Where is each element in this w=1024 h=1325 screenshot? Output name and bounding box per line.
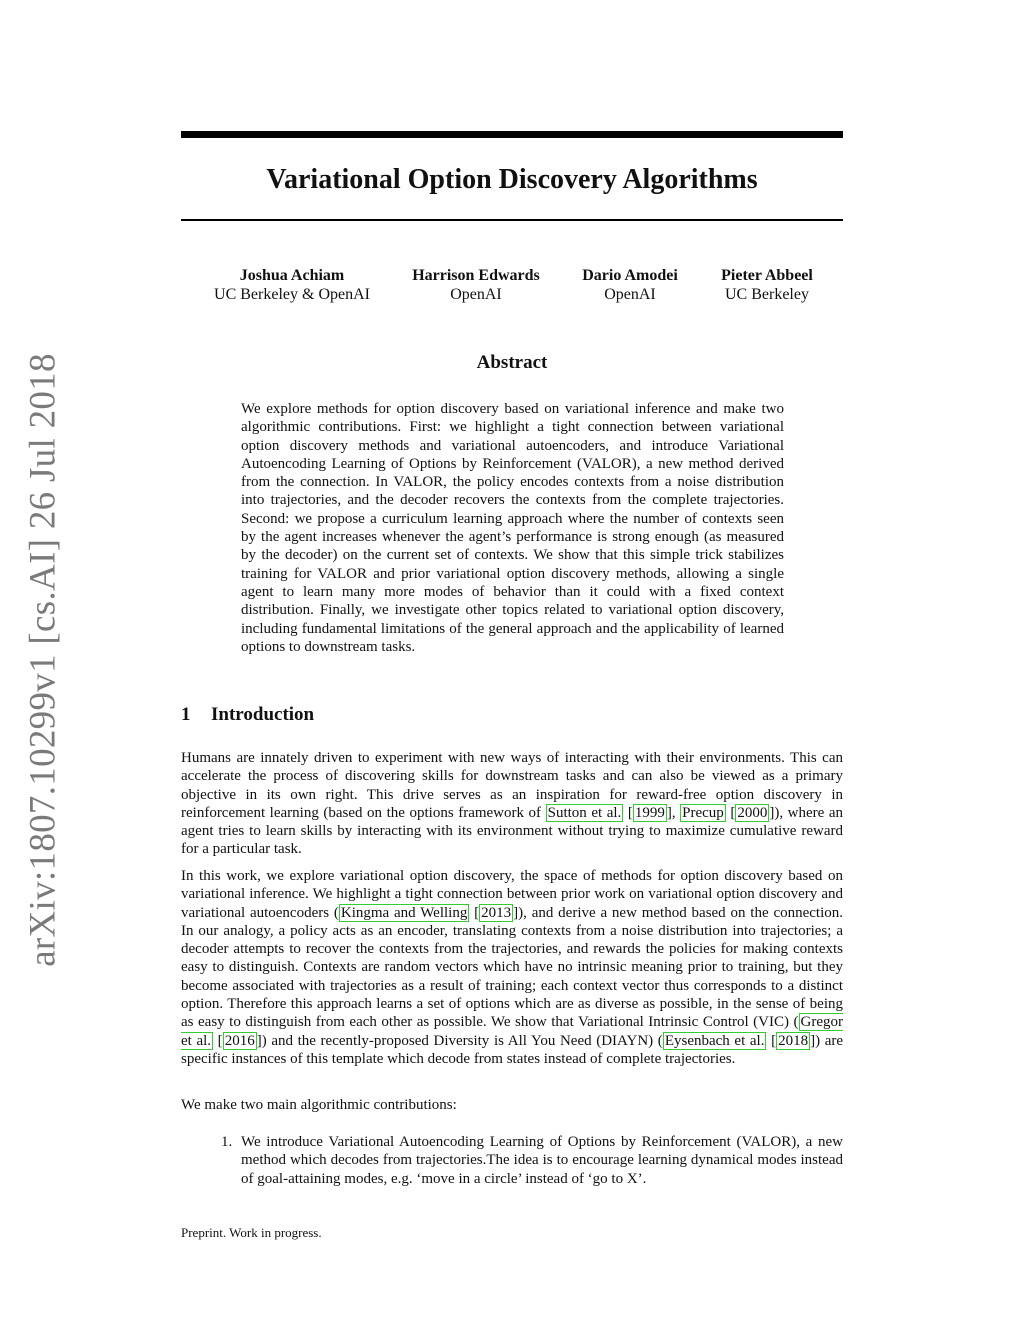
citation-link[interactable]: Sutton et al. [547, 804, 622, 821]
abstract-heading: Abstract [476, 352, 548, 373]
contributions-list [181, 1133, 843, 1188]
intro-paragraph: In this work, we explore variational option discovery, the space of methods for option discovery based on variational inference. We highlight a tight connection between prior work on variational option discovery and variational autoencoders ( Kingma and Welling [ 2013 ]), and derive a new method based on the connection. In our analogy, a policy acts as an encoder, translating contexts from a noise distribution into trajectories; a decoder attempts to recover the contexts from the trajectories, and rewards the policies for making contexts easy to distinguish. Contexts are random vectors which have no intrinsic meaning prior to training, but they become associated with trajectories as a result of training; each context vector thus corresponds to a distinct option. Therefore this approach learns a set of options which are as diverse as possible, in the sense of being as easy to distinguish from each other as possible. We show that Variational Intrinsic Control (VIC) ( Gregor et al. [ 2016 ]) and the recently-proposed Diversity is All You Need (DIAYN) ( Eysenbach et al. [ 2018 ]) are specific instances of this template which decode from states instead of complete trajectories. [181, 868, 844, 1067]
title-rule-bottom [181, 219, 843, 221]
citation-year-link[interactable]: 2016 [224, 1032, 255, 1049]
author-affiliation: OpenAI [450, 286, 502, 303]
paper-title: Variational Option Discovery Algorithms [266, 164, 758, 195]
paragraph-text: In this work, we explore variational option discovery, the space of methods for option discovery based on variational inference. We highlight a tight connection between prior work on variational option discovery and variational autoencoders ( [181, 868, 843, 921]
citation-link[interactable]: Eysenbach et al. [664, 1032, 765, 1049]
list-item [181, 1133, 843, 1188]
citation-year-link[interactable]: 2018 [778, 1032, 809, 1049]
section-number: 1 [181, 704, 191, 725]
intro-paragraph: Humans are innately driven to experiment with new ways of interacting with their environments. This can accelerate the process of discovering skills for downstream tasks and can also be viewed as a primary objective in its own right. This drive serves as an inspiration for reward-free option discovery in reinforcement learning (based on the options framework of Sutton et al. [ 1999 ], Precup [ 2000 ]), where an agent tries to learn skills by interacting with its environment without trying to maximize cumulative reward for a particular task. [181, 750, 843, 858]
paragraph-text: ), and derive a new method based on the connection. In our analogy, a policy acts as an encoder, translating contexts from a noise distribution into trajectories; a decoder attempts to recover the contexts from the trajectories, and rewards the policies for making contexts easy to distinguish. Contexts are random vectors which have no intrinsic meaning prior to training, but they become associated with trajectories as a result of training; each context vector thus corresponds to a distinct option. Therefore this approach learns a set of options which are as diverse as possible, in the sense of being as easy to distinguish from each other as possible. We show that Variational Intrinsic Control (VIC) ( [181, 904, 843, 1031]
citation-link[interactable]: Precup [682, 804, 724, 821]
citation-link[interactable]: Gregor et al. [181, 1014, 843, 1049]
list-item-text: We introduce Variational Autoencoding Learning of Options by Reinforcement (VALOR), a new method which decodes from trajectories.The idea is to encourage learning dynamical modes instead of goal-attaining modes, e.g. ‘move in a circle’ instead of ‘go to X’. [241, 1134, 843, 1187]
author-name: Harrison Edwards [412, 267, 540, 284]
author-block [396, 266, 556, 304]
citation-year-link[interactable]: 2000 [737, 804, 768, 821]
author-block [192, 266, 392, 304]
author-block [707, 266, 827, 304]
paragraph-text: ) and the recently-proposed Diversity is All You Need (DIAYN) ( [261, 1032, 663, 1049]
section-title: Introduction [211, 704, 315, 725]
footer-note: Preprint. Work in progress. [181, 1225, 322, 1240]
paragraph-text: Humans are innately driven to experiment with new ways of interacting with their environments. This can accelerate the process of discovering skills for downstream tasks and can also be viewed as a primary objective in its own right. This drive serves as an inspiration for reward-free option discovery in reinforcement learning (based on the options framework of [181, 750, 843, 821]
arxiv-side-stamp: arXiv:1807.10299v1 [cs.AI] 26 Jul 2018 [22, 353, 64, 967]
list-item-number: 1. [221, 1134, 233, 1150]
author-block [565, 266, 695, 304]
title-rule-top [181, 131, 843, 138]
paragraph-text: ), where an agent tries to learn skills by interacting with its environment without trying to maximize cumulative reward for a particular task. [181, 804, 843, 858]
intro-paragraph: We make two main algorithmic contributions: [181, 1097, 457, 1113]
author-affiliation: UC Berkeley [725, 286, 809, 303]
author-name: Joshua Achiam [239, 267, 345, 284]
author-affiliation: OpenAI [604, 286, 656, 303]
author-name: Dario Amodei [582, 267, 678, 284]
citation-year-link[interactable]: 1999 [634, 804, 665, 821]
section-heading-introduction [181, 703, 314, 727]
author-name: Pieter Abbeel [721, 267, 813, 284]
abstract-body: We explore methods for option discovery based on variational inference and make two algorithmic contributions. First: we highlight a tight connection between variational option discovery methods and variational autoencoders, and introduce Variational Autoencoding Learning of Options by Reinforcement (VALOR), a new method derived from the connection. In VALOR, the policy encodes contexts from a noise distribution into trajectories, and the decoder recovers the contexts from the complete trajectories. Second: we propose a curriculum learning approach where the number of contexts seen by the agent increases whenever the agent’s performance is strong enough (as measured by the decoder) on the current set of contexts. We show that this simple trick stabilizes training for VALOR and prior variational option discovery methods, allowing a single agent to learn many more modes of behavior than it could with a fixed context distribution. Finally, we investigate other topics related to variational option discovery, including fundamental limitations of the general approach and the applicability of learned options to downstream tasks. [241, 401, 784, 655]
citation-link[interactable]: Kingma and Welling [340, 904, 468, 921]
citation-year-link[interactable]: 2013 [481, 904, 512, 921]
author-affiliation: UC Berkeley & OpenAI [214, 286, 370, 303]
paragraph-text: ) are specific instances of this template which decode from states instead of complete trajectories. [181, 1032, 844, 1067]
